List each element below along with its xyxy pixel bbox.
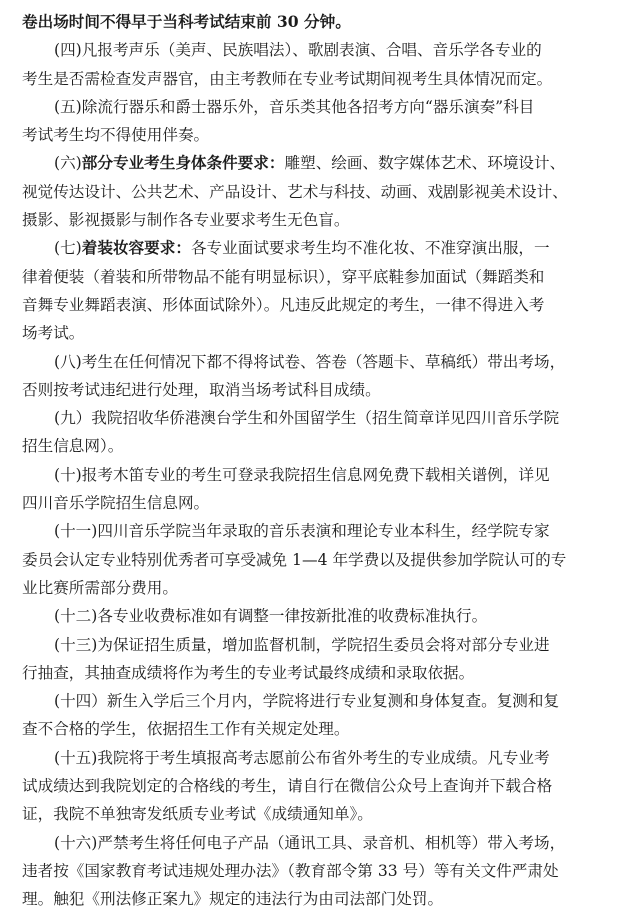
paragraph (22, 461, 610, 518)
paragraph (22, 234, 610, 347)
text-line (22, 206, 610, 234)
paragraph (22, 93, 610, 150)
text-line (22, 348, 610, 376)
bold-text-segment: 卷出场时间不得早于当科考试结束前 30 分钟。 (22, 12, 351, 31)
text-segment: 行抽查，其抽查成绩将作为考生的专业考试最终成绩和录取依据。 (22, 663, 475, 682)
paragraph (22, 517, 610, 602)
text-line (22, 659, 610, 687)
text-segment: (五)除流行器乐和爵士器乐外，音乐类其他各招考方向“器乐演奏”科目 (54, 97, 535, 116)
text-segment: 律着便装（着装和所带物品不能有明显标识），穿平底鞋参加面试（舞蹈类和 (22, 267, 545, 286)
text-segment: (六) (54, 154, 82, 173)
text-segment: (十二)各专业收费标准如有调整一律按新批准的收费标准执行。 (54, 607, 488, 626)
bold-text-segment: 着装妆容要求： (81, 238, 191, 258)
bold-text-segment: 部分专业考生身体条件要求： (81, 153, 285, 173)
text-segment: 业比赛所需部分费用。 (22, 578, 178, 597)
text-line (22, 546, 610, 574)
text-segment: (十五)我院将于考生填报高考志愿前公布省外考生的专业成绩。凡专业考 (54, 748, 550, 767)
text-segment: 雕塑、绘画、数字媒体艺术、环境设计、 (284, 154, 566, 173)
text-segment: 音舞专业舞蹈表演、形体面试除外）。凡违反此规定的考生，一律不得进入考 (22, 295, 545, 314)
text-segment: 试成绩达到我院划定的合格线的考生，请自行在微信公众号上查询并下载合格 (22, 777, 553, 796)
text-segment: 查不合格的学生，依据招生工作有关规定处理。 (22, 720, 350, 739)
text-line (22, 65, 610, 93)
text-segment: (十一)四川音乐学院当年录取的音乐表演和理论专业本科生，经学院专家 (54, 522, 550, 541)
text-segment: (十三)为保证招生质量，增加监督机制，学院招生委员会将对部分专业进 (54, 635, 550, 654)
paragraph (22, 36, 610, 93)
text-line (22, 687, 610, 715)
text-line (22, 432, 610, 460)
text-segment: (十六)严禁考生将任何电子产品（通讯工具、录音机、相机等）带入考场， (54, 833, 566, 852)
text-line (22, 121, 610, 149)
text-line (22, 263, 610, 291)
text-segment: (十四）新生入学后三个月内，学院将进行专业复测和身体复查。复测和复 (54, 692, 560, 711)
text-line (22, 319, 610, 347)
text-line (22, 829, 610, 857)
text-segment: 视觉传达设计、公共艺术、产品设计、艺术与科技、动画、戏剧影视美术设计、 (22, 182, 568, 201)
text-line (22, 36, 610, 64)
paragraph (22, 631, 610, 688)
text-line (22, 885, 610, 913)
text-line (22, 8, 610, 36)
paragraph (22, 602, 610, 630)
text-line (22, 772, 610, 800)
text-line (22, 715, 610, 743)
paragraph (22, 687, 610, 744)
text-segment: 证，我院不单独寄发纸质专业考试《成绩通知单》。 (22, 805, 373, 824)
text-segment: (八)考生在任何情况下都不得将试卷、答卷（答题卡、草稿纸）带出考场， (54, 352, 566, 371)
paragraph (22, 744, 610, 829)
text-line (22, 376, 610, 404)
paragraph (22, 348, 610, 405)
text-line (22, 489, 610, 517)
text-line (22, 234, 610, 262)
text-line (22, 574, 610, 602)
text-segment: (十)报考木笛专业的考生可登录我院招生信息网免费下载相关谱例，详见 (54, 465, 550, 484)
text-line (22, 291, 610, 319)
text-line (22, 631, 610, 659)
text-segment: 委员会认定专业特别优秀者可享受减免 1—4 年学费以及提供参加学院认可的专 (22, 550, 567, 569)
text-line (22, 602, 610, 630)
text-segment: 招生信息网）。 (22, 437, 124, 456)
text-line (22, 857, 610, 885)
text-segment: 摄影、影视摄影与制作各专业要求考生无色盲。 (22, 211, 350, 230)
text-line (22, 800, 610, 828)
text-line (22, 149, 610, 177)
paragraph (22, 8, 610, 36)
text-segment: (九）我院招收华侨港澳台学生和外国留学生（招生简章详见四川音乐学院 (54, 409, 560, 428)
paragraph (22, 404, 610, 461)
text-line (22, 93, 610, 121)
text-line (22, 404, 610, 432)
text-line (22, 517, 610, 545)
text-line (22, 744, 610, 772)
text-segment: 考生是否需检查发声器官，由主考教师在专业考试期间视考生具体情况而定。 (22, 69, 553, 88)
text-segment: 否则按考试违纪进行处理，取消当场考试科目成绩。 (22, 380, 381, 399)
text-segment: 违者按《国家教育考试违规处理办法》（教育部令第 33 号）等有关文件严肃处 (22, 861, 559, 880)
text-segment: 各专业面试要求考生均不准化妆、不准穿演出服，一 (190, 239, 550, 258)
text-segment: 场考试。 (22, 324, 85, 343)
text-segment: (七) (54, 239, 82, 258)
text-line (22, 178, 610, 206)
text-segment: 理。触犯《刑法修正案九》规定的违法行为由司法部门处罚。 (22, 890, 444, 909)
text-segment: 四川音乐学院招生信息网。 (22, 494, 210, 513)
text-line (22, 461, 610, 489)
text-segment: 考试考生均不得使用伴奏。 (22, 126, 210, 145)
paragraph (22, 829, 610, 914)
paragraph (22, 149, 610, 234)
text-segment: (四)凡报考声乐（美声、民族唱法）、歌剧表演、合唱、音乐学各专业的 (54, 41, 542, 60)
